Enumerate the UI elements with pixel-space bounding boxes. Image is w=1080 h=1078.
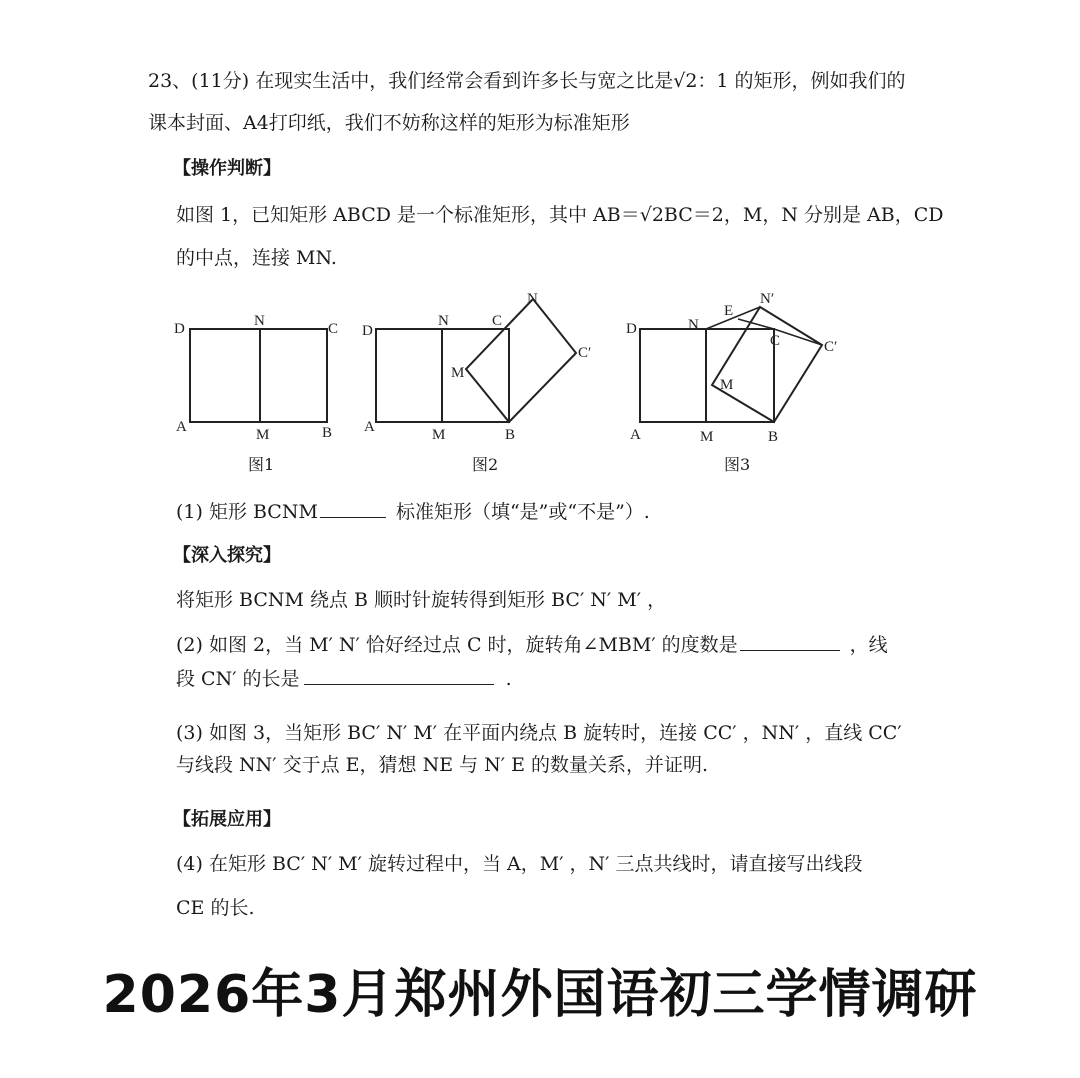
question-2-angle-blank[interactable] <box>740 632 840 651</box>
fig1-label-B: B <box>322 425 333 441</box>
question-1 <box>176 497 650 524</box>
fig1-label-M: M <box>256 427 270 443</box>
given-line2: 的中点，连接 MN. <box>176 247 337 269</box>
question-2-line2 <box>176 664 512 691</box>
question-2-length-text: 段 CN′ 的长是 <box>176 668 300 690</box>
question-3-line1: (3) 如图 3，当矩形 BC′ N′ M′ 在平面内绕点 B 旋转时，连接 CC′ ，NN′ ，直线 CC′ <box>176 722 902 744</box>
question-2-text: (2) 如图 2，当 M′ N′ 恰好经过点 C 时，旋转角∠MBM′ 的度数是 <box>176 634 738 656</box>
fig2-label-C: C <box>492 313 503 329</box>
fig3-label-E: E <box>724 303 734 319</box>
fig3-label-D: D <box>626 321 637 337</box>
question-2-continuation: ，线 <box>849 634 888 656</box>
problem-intro-line2: 课本封面、A4打印纸，我们不妨称这样的矩形为标准矩形 <box>148 112 630 134</box>
question-2-period: . <box>505 668 512 690</box>
fig2-label-B: B <box>505 427 516 443</box>
fig2-label-D: D <box>362 323 373 339</box>
fig3-label-C-prime: C′ <box>824 339 838 355</box>
fig1-label-N: N <box>254 313 265 329</box>
fig3-label-N-prime: N′ <box>760 291 775 307</box>
question-4-line2: CE 的长. <box>176 897 255 919</box>
question-1-prefix: (1) 矩形 BCNM <box>176 501 318 523</box>
fig3-label-N: N <box>688 317 699 333</box>
section-extension-heading: 【拓展应用】 <box>173 809 281 830</box>
fig3-label-M: M <box>700 429 714 445</box>
figure-1-diagram <box>168 305 358 445</box>
fig3-label-M-prime: M <box>720 377 734 393</box>
problem-intro-line1: 23、(11分) 在现实生活中，我们经常会看到许多长与宽之比是√2：1 的矩形，例如我们的 <box>148 70 906 92</box>
question-1-answer-blank[interactable] <box>320 499 386 518</box>
figure-1-caption: 图1 <box>248 455 275 474</box>
question-2-line1 <box>176 630 888 657</box>
fig1-label-D: D <box>174 321 185 337</box>
figure-2-caption: 图2 <box>472 455 499 474</box>
fig3-label-B: B <box>768 429 779 445</box>
figure-3-caption: 图3 <box>724 455 751 474</box>
question-3-line2: 与线段 NN′ 交于点 E，猜想 NE 与 N′ E 的数量关系，并证明. <box>176 754 709 776</box>
fig3-label-C: C <box>770 333 781 349</box>
fig2-label-N: N <box>438 313 449 329</box>
fig1-label-C: C <box>328 321 339 337</box>
question-1-suffix: 标准矩形（填“是”或“不是”）. <box>395 501 650 523</box>
figure-2-diagram <box>360 285 610 445</box>
given-line1: 如图 1，已知矩形 ABCD 是一个标准矩形，其中 AB＝√2BC＝2，M，N 分别是 AB，CD <box>176 204 944 226</box>
fig2-label-M: M <box>432 427 446 443</box>
fig2-label-A: A <box>364 419 375 435</box>
rotation-statement: 将矩形 BCNM 绕点 B 顺时针旋转得到矩形 BC′ N′ M′ ， <box>176 589 667 611</box>
question-2-length-blank[interactable] <box>304 666 494 685</box>
section-explore-heading: 【深入探究】 <box>173 545 281 566</box>
fig2-label-N-prime: N <box>527 291 538 307</box>
exam-title-banner: 2026年3月郑州外国语初三学情调研 <box>102 965 978 1025</box>
figure-3-diagram <box>620 285 850 445</box>
fig1-label-A: A <box>176 419 187 435</box>
fig3-label-A: A <box>630 427 641 443</box>
section-operation-heading: 【操作判断】 <box>173 158 281 179</box>
question-4-line1: (4) 在矩形 BC′ N′ M′ 旋转过程中，当 A，M′ ，N′ 三点共线时，请直接写出线段 <box>176 853 863 875</box>
fig2-label-M-prime: M <box>451 365 465 381</box>
fig2-label-C-prime: C′ <box>578 345 592 361</box>
